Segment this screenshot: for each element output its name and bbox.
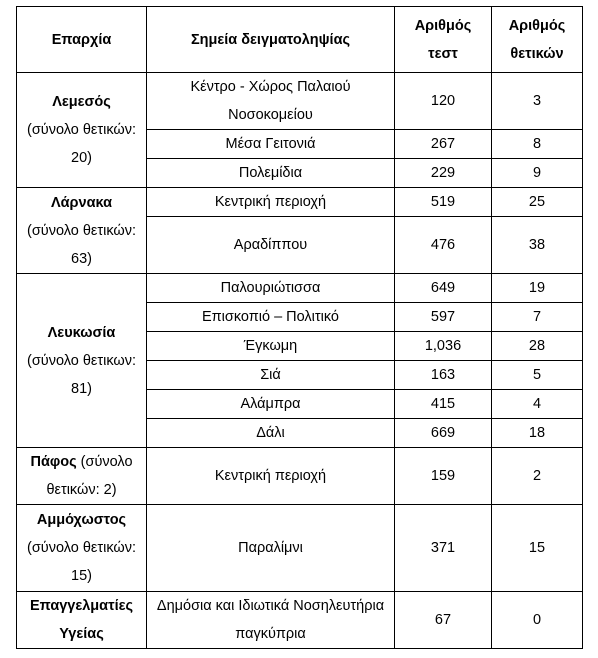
region-total: (σύνολο θετικων: 81): [26, 352, 137, 397]
table-row: [17, 505, 583, 592]
region-name: Επαγγελματίες Υγείας: [29, 598, 134, 642]
region-name: Λεμεσός: [52, 94, 111, 110]
covid-tests-table: [16, 6, 583, 649]
positives-cell: 2: [492, 448, 583, 505]
tests-cell: 597: [395, 303, 492, 332]
region-name: Αμμόχωστος: [36, 512, 127, 528]
positives-cell: 7: [492, 303, 583, 332]
table-row: [17, 188, 583, 217]
positives-cell: 4: [492, 390, 583, 419]
region-cell-famagusta: [17, 505, 147, 592]
positives-cell: 3: [492, 73, 583, 130]
positives-cell: 19: [492, 274, 583, 303]
tests-cell: 371: [395, 505, 492, 592]
positives-cell: 5: [492, 361, 583, 390]
site-cell: Κέντρο - Χώρος Παλαιού Νοσοκομείου: [147, 73, 395, 130]
header-region: Επαρχία: [17, 7, 147, 73]
tests-cell: 649: [395, 274, 492, 303]
region-cell-nicosia: [17, 274, 147, 448]
tests-cell: 120: [395, 73, 492, 130]
region-total: (σύνολο θετικών: 20): [26, 122, 137, 166]
header-tests: Αριθμός τεστ: [395, 7, 492, 73]
tests-cell: 1,036: [395, 332, 492, 361]
tests-cell: 669: [395, 419, 492, 448]
region-name: Πάφος: [30, 454, 77, 470]
tests-cell: 159: [395, 448, 492, 505]
table-row: [17, 592, 583, 649]
region-total: (σύνολο θετικών: 15): [26, 540, 137, 584]
region-cell-health: [17, 592, 147, 649]
positives-cell: 28: [492, 332, 583, 361]
site-cell: Σιά: [147, 361, 395, 390]
region-total: (σύνολο θετικών: 63): [26, 222, 137, 267]
site-cell: Επισκοπιό – Πολιτικό: [147, 303, 395, 332]
region-name: Λάρνακα: [50, 194, 113, 211]
tests-cell: 519: [395, 188, 492, 217]
table-row: [17, 274, 583, 303]
positives-cell: 25: [492, 188, 583, 217]
region-name: Λευκωσία: [47, 324, 116, 341]
positives-cell: 8: [492, 130, 583, 159]
site-cell: Αλάμπρα: [147, 390, 395, 419]
header-site: Σημεία δειγματοληψίας: [147, 7, 395, 73]
tests-cell: 229: [395, 159, 492, 188]
site-cell: Πολεμίδια: [147, 159, 395, 188]
header-row: [17, 7, 583, 73]
region-cell-limassol: [17, 73, 147, 188]
positives-cell: 38: [492, 217, 583, 274]
site-cell: Δημόσια και Ιδιωτικά Νοσηλευτήρια παγκύπρια: [147, 592, 395, 649]
tests-cell: 415: [395, 390, 492, 419]
table-row: [17, 448, 583, 505]
tests-cell: 67: [395, 592, 492, 649]
region-cell-larnaca: [17, 188, 147, 274]
header-positives: Αριθμός θετικών: [492, 7, 583, 73]
site-cell: Παραλίμνι: [147, 505, 395, 592]
site-cell: Έγκωμη: [147, 332, 395, 361]
site-cell: Κεντρική περιοχή: [147, 188, 395, 217]
positives-cell: 18: [492, 419, 583, 448]
positives-cell: 0: [492, 592, 583, 649]
site-cell: Μέσα Γειτονιά: [147, 130, 395, 159]
region-total: (σύνολο θετικών: 2): [46, 454, 133, 498]
site-cell: Αραδίππου: [147, 217, 395, 274]
positives-cell: 9: [492, 159, 583, 188]
table-row: [17, 73, 583, 130]
positives-cell: 15: [492, 505, 583, 592]
tests-cell: 267: [395, 130, 492, 159]
region-cell-paphos: [17, 448, 147, 505]
tests-cell: 163: [395, 361, 492, 390]
site-cell: Δάλι: [147, 419, 395, 448]
site-cell: Κεντρική περιοχή: [147, 448, 395, 505]
site-cell: Παλουριώτισσα: [147, 274, 395, 303]
tests-cell: 476: [395, 217, 492, 274]
